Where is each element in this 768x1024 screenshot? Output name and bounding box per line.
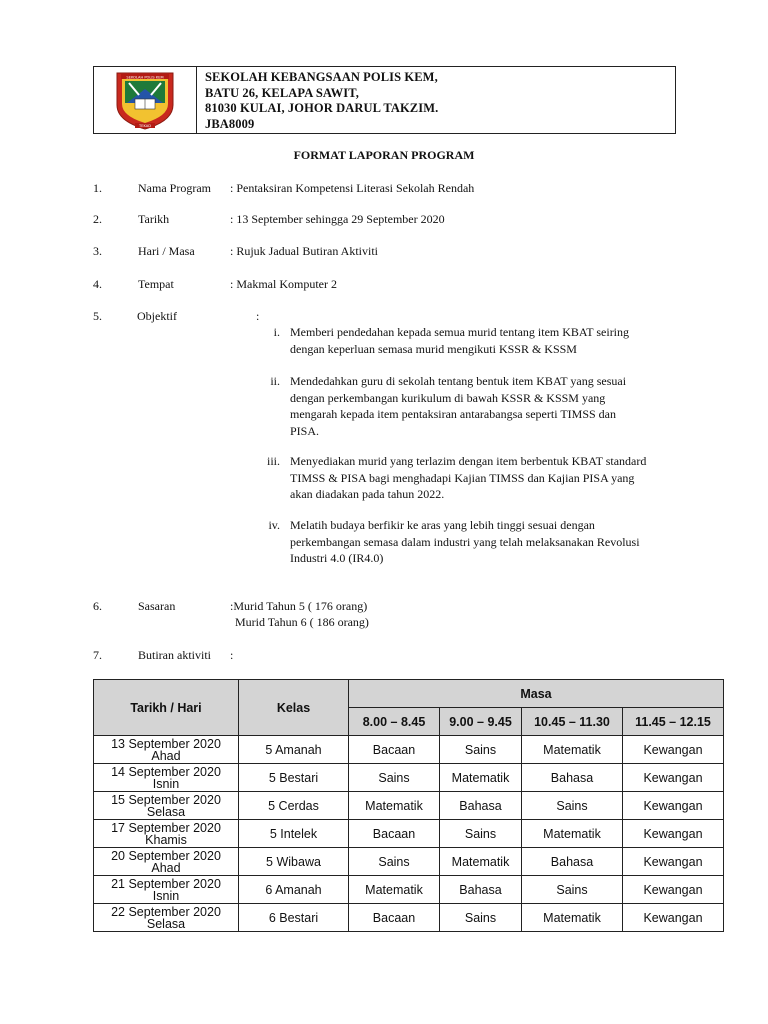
subject-cell: Sains (440, 820, 522, 848)
header-kelas: Kelas (239, 680, 349, 736)
date-cell (94, 820, 239, 848)
objective-line: PISA. (290, 423, 320, 438)
date-cell (94, 792, 239, 820)
item-value: : 13 September sehingga 29 September 2020 (230, 212, 445, 226)
kelas-cell: 5 Wibawa (239, 848, 349, 876)
kelas-cell: 6 Bestari (239, 904, 349, 932)
header-slot: 11.45 – 12.15 (623, 708, 724, 736)
day-text: Selasa (146, 804, 186, 819)
day-text: Khamis (145, 832, 187, 847)
kelas-cell: 6 Amanah (239, 876, 349, 904)
subject-cell: Sains (349, 764, 440, 792)
date-text: 20 September 2020 (111, 848, 221, 863)
school-address (197, 67, 438, 133)
subject-cell: Matematik (522, 736, 623, 764)
subject-cell: Kewangan (623, 764, 724, 792)
item-label: Tempat (138, 277, 174, 291)
date-cell (94, 848, 239, 876)
table-row (94, 904, 724, 932)
subject-cell: Kewangan (623, 792, 724, 820)
date-text: 17 September 2020 (111, 820, 221, 835)
item-number: 5. (93, 309, 102, 323)
date-text: 13 September 2020 (111, 736, 221, 751)
item-label: Butiran aktiviti (138, 648, 211, 662)
day-text: Isnin (152, 888, 180, 903)
subject-cell: Kewangan (623, 876, 724, 904)
day-text: Ahad (151, 860, 181, 875)
objective-text (290, 373, 690, 439)
objective-numeral: ii. (270, 374, 280, 388)
logo-bottom-text: TEKAD (139, 124, 151, 128)
item-value: : Makmal Komputer 2 (230, 277, 337, 291)
subject-cell: Bahasa (440, 792, 522, 820)
subject-cell: Bacaan (349, 736, 440, 764)
objective-line: TIMSS & PISA bagi menghadapi Kajian TIMSS dan Kajian PISA yang (290, 470, 635, 485)
header-slot: 8.00 – 8.45 (349, 708, 440, 736)
item-number: 3. (93, 244, 102, 258)
day-text: Selasa (146, 916, 186, 931)
item-label: Objektif (137, 309, 177, 323)
document-title: FORMAT LAPORAN PROGRAM (293, 148, 475, 162)
subject-cell: Matematik (349, 792, 440, 820)
address-line: BATU 26, KELAPA SAWIT, (205, 85, 359, 100)
item-value: : Rujuk Jadual Butiran Aktiviti (230, 244, 378, 258)
subject-cell: Sains (349, 848, 440, 876)
subject-cell: Matematik (440, 764, 522, 792)
objective-line: dengan keperluan semasa murid mengikuti KSSR & KSSM (290, 341, 577, 356)
objective-line: Memberi pendedahan kepada semua murid tentang item KBAT seiring (290, 325, 630, 339)
objective-text (290, 324, 690, 357)
logo-top-text: SEKOLAH POLIS KEM (126, 75, 164, 80)
item-value: : (230, 648, 234, 662)
objective-text (290, 517, 690, 567)
school-crest-icon (113, 69, 177, 131)
item-number: 7. (93, 648, 102, 662)
subject-cell: Kewangan (623, 848, 724, 876)
objective-line: Mendedahkan guru di sekolah tentang bentuk item KBAT yang sesuai (290, 374, 627, 388)
table-row (94, 764, 724, 792)
date-text: 22 September 2020 (111, 904, 221, 919)
item-label: Hari / Masa (138, 244, 195, 258)
date-text: 14 September 2020 (111, 764, 221, 779)
item-number: 6. (93, 599, 102, 613)
date-cell (94, 736, 239, 764)
objective-line: akan diadakan pada tahun 2022. (290, 487, 445, 501)
activity-schedule-table (93, 679, 724, 932)
item-label: Sasaran (138, 599, 176, 613)
subject-cell: Bahasa (522, 848, 623, 876)
item-value: Murid Tahun 6 ( 186 orang) (235, 615, 369, 629)
subject-cell: Bacaan (349, 904, 440, 932)
subject-cell: Matematik (349, 876, 440, 904)
date-cell (94, 904, 239, 932)
address-line: SEKOLAH KEBANGSAAN POLIS KEM, (205, 70, 438, 84)
objective-line: mengarah kepada item pentaksiran antarabangsa seperti TIMSS dan (290, 407, 616, 421)
subject-cell: Bahasa (522, 764, 623, 792)
address-line: 81030 KULAI, JOHOR DARUL TAKZIM. (205, 101, 439, 115)
objective-numeral: i. (273, 325, 280, 339)
date-text: 15 September 2020 (111, 792, 221, 807)
table-row (94, 820, 724, 848)
subject-cell: Matematik (522, 904, 623, 932)
table-row (94, 736, 724, 764)
school-logo (94, 67, 197, 133)
kelas-cell: 5 Amanah (239, 736, 349, 764)
subject-cell: Matematik (440, 848, 522, 876)
table-header-row (94, 680, 724, 708)
item-number: 2. (93, 212, 102, 226)
date-text: 21 September 2020 (111, 876, 221, 891)
item-value: :Murid Tahun 5 ( 176 orang) (230, 599, 368, 613)
header-tarikh-hari: Tarikh / Hari (94, 680, 239, 736)
date-cell (94, 876, 239, 904)
item-label: Tarikh (138, 212, 170, 226)
kelas-cell: 5 Cerdas (239, 792, 349, 820)
item-number: 4. (93, 277, 102, 291)
subject-cell: Sains (522, 876, 623, 904)
item-label: Nama Program (138, 181, 211, 195)
subject-cell: Matematik (522, 820, 623, 848)
item-number: 1. (93, 181, 102, 195)
subject-cell: Sains (522, 792, 623, 820)
subject-cell: Sains (440, 736, 522, 764)
kelas-cell: 5 Intelek (239, 820, 349, 848)
objective-numeral: iii. (266, 454, 280, 468)
header-slot: 10.45 – 11.30 (522, 708, 623, 736)
objective-line: dengan perkembangan kurikulum di bawah KSSR & KSSM yang (290, 390, 606, 405)
header-masa: Masa (349, 680, 724, 708)
kelas-cell: 5 Bestari (239, 764, 349, 792)
subject-cell: Sains (440, 904, 522, 932)
subject-cell: Bacaan (349, 820, 440, 848)
school-header (93, 66, 676, 134)
objective-line: perkembangan semasa dalam industri yang telah melaksanakan Revolusi (290, 534, 640, 549)
item-value: : (256, 309, 260, 323)
objective-line: Melatih budaya berfikir ke aras yang lebih tinggi sesuai dengan (290, 518, 595, 532)
objective-numeral: iv. (268, 518, 280, 532)
table-row (94, 848, 724, 876)
table-row (94, 876, 724, 904)
header-slot: 9.00 – 9.45 (440, 708, 522, 736)
day-text: Ahad (151, 748, 181, 763)
table-row (94, 792, 724, 820)
objective-line: Industri 4.0 (IR4.0) (290, 551, 384, 565)
subject-cell: Kewangan (623, 820, 724, 848)
objective-line: Menyediakan murid yang terlazim dengan item berbentuk KBAT standard (290, 454, 647, 468)
objective-text (290, 453, 690, 503)
item-value: : Pentaksiran Kompetensi Literasi Sekolah Rendah (230, 181, 475, 195)
subject-cell: Kewangan (623, 904, 724, 932)
day-text: Isnin (152, 776, 180, 791)
subject-cell: Bahasa (440, 876, 522, 904)
school-code: JBA8009 (205, 116, 255, 131)
subject-cell: Kewangan (623, 736, 724, 764)
date-cell (94, 764, 239, 792)
